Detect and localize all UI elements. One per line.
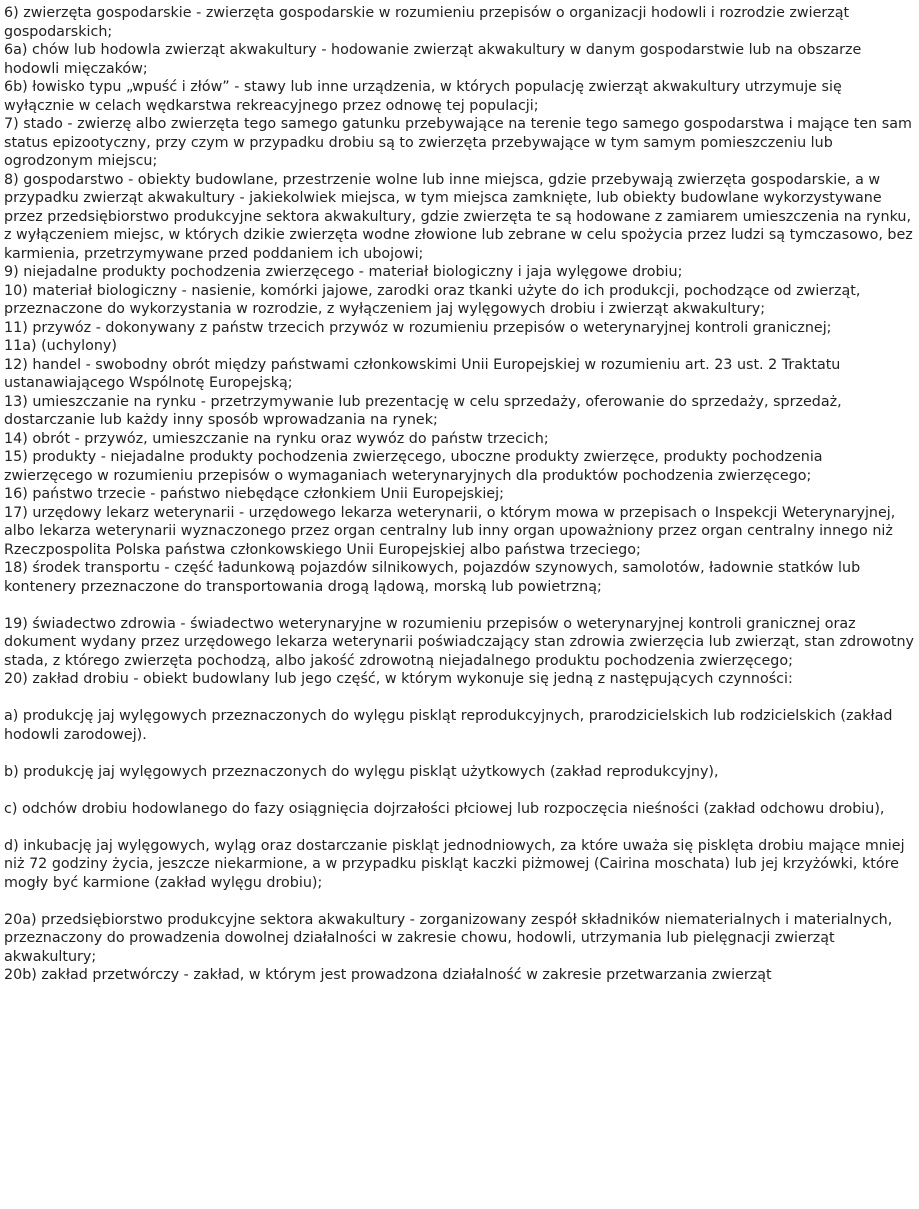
definition-item: 17) urzędowy lekarz weterynarii - urzędowego lekarza weterynarii, o którym mowa w przepisach o Inspekcji Weterynaryjnej, albo lekarza weterynarii wyznaczonego przez organ centralny lub inny organ upoważniony przez organ centralny innego niż Rzeczpospolita Polska państwa członkowskiego Unii Europejskiej albo państwa trzeciego; (4, 504, 896, 558)
definition-item: 10) materiał biologiczny - nasienie, komórki jajowe, zarodki oraz tkanki użyte do ich produkcji, pochodzące od zwierząt, przeznaczone do wykorzystania w rozrodzie, z wyłączeniem jaj wylęgowych drobiu i zwierząt akwakultury; (4, 282, 861, 317)
definition-item: 12) handel - swobodny obrót między państwami członkowskimi Unii Europejskiej w rozumieniu art. 23 ust. 2 Traktatu ustanawiającego Wspólnotę Europejską; (4, 356, 841, 391)
definition-item: 14) obrót - przywóz, umieszczanie na rynku oraz wywóz do państw trzecich; (4, 430, 549, 447)
definition-item: 7) stado - zwierzę albo zwierzęta tego samego gatunku przebywające na terenie tego samego gospodarstwa i mające ten sam status epizootyczny, przy czym w przypadku drobiu są to zwierzęta przebywające w tym samym pomieszczeniu lub ogrodzonym miejscu; (4, 116, 912, 169)
definition-item: 9) niejadalne produkty pochodzenia zwierzęcego - materiał biologiczny i jaja wylęgowe drobiu; (4, 264, 683, 280)
definition-item: 16) państwo trzecie - państwo niebędące członkiem Unii Europejskiej; (4, 486, 504, 502)
definition-item: 20) zakład drobiu - obiekt budowlany lub jego część, w którym wykonuje się jedną z następujących czynności: (4, 671, 793, 687)
sub-item: b) produkcję jaj wylęgowych przeznaczonych do wylęgu piskląt użytkowych (zakład reprodukcyjny), (4, 763, 719, 780)
blank-line (4, 818, 915, 837)
blank-line (4, 744, 915, 763)
definition-item: 18) środek transportu - część ładunkową pojazdów silnikowych, pojazdów szynowych, samolotów, ładownie statków lub kontenery przeznaczone do transportowania drogą lądową, morską lub powietrzną; (4, 560, 861, 595)
definition-item: 8) gospodarstwo - obiekty budowlane, przestrzenie wolne lub inne miejsca, gdzie przebywają zwierzęta gospodarskie, a w przypadku zwierząt akwakultury - jakiekolwiek miejsca, w tym miejsca zamknięte, lub obiekty budowlane wykorzystywane przez przedsiębiorstwo produkcyjne sektora akwakultury, gdzie zwierzęta te są hodowane z zamiarem umieszczenia na rynku, z wyłączeniem miejsc, w których dzikie zwierzęta wodne złowione lub zebrane w celu spożycia przez ludzi są tymczasowo, bez karmienia, przetrzymywane przed poddaniem ich ubojowi; (4, 171, 913, 262)
sub-item: a) produkcję jaj wylęgowych przeznaczonych do wylęgu piskląt reprodukcyjnych, prarodzicielskich lub rodzicielskich (zakład hodowli zarodowej). (4, 708, 893, 743)
definition-item: 6b) łowisko typu „wpuść i złów” - stawy lub inne urządzenia, w których populację zwierząt akwakultury utrzymuje się wyłącznie w celach wędkarstwa rekreacyjnego przez odnowę tej populacji; (4, 79, 842, 114)
blank-line (4, 781, 915, 800)
definition-item: 11) przywóz - dokonywany z państw trzecich przywóz w rozumieniu przepisów o weterynaryjnej kontroli granicznej; (4, 319, 832, 336)
definition-item: 15) produkty - niejadalne produkty pochodzenia zwierzęcego, uboczne produkty zwierzęce, produkty pochodzenia zwierzęcego w rozumieniu przepisów o wymaganiach weterynaryjnych dla produktów pochodzenia zwierzęcego; (4, 449, 823, 484)
sub-item: d) inkubację jaj wylęgowych, wyląg oraz dostarczanie piskląt jednodniowych, za które uważa się pisklęta drobiu mające mniej niż 72 godziny życia, jeszcze niekarmione, a w przypadku piskląt kaczki piżmowej (Cairina moschata) lub jej krzyżówki, które mogły być karmione (zakład wylęgu drobiu); (4, 837, 905, 891)
blank-line (4, 892, 915, 911)
sub-item: c) odchów drobiu hodowlanego do fazy osiągnięcia dojrzałości płciowej lub rozpoczęcia nieśności (zakład odchowu drobiu), (4, 800, 885, 817)
definition-item: 20b) zakład przetwórczy - zakład, w którym jest prowadzona działalność w zakresie przetwarzania zwierząt (4, 967, 772, 983)
definition-item: 6a) chów lub hodowla zwierząt akwakultury - hodowanie zwierząt akwakultury w danym gospodarstwie lub na obszarze hodowli mięczaków; (4, 42, 862, 77)
definition-item: 6) zwierzęta gospodarskie - zwierzęta gospodarskie w rozumieniu przepisów o organizacji hodowli i rozrodzie zwierząt gospodarskich; (4, 5, 850, 40)
blank-line (4, 689, 915, 708)
definition-item: 20a) przedsiębiorstwo produkcyjne sektora akwakultury - zorganizowany zespół składników niematerialnych i materialnych, przeznaczony do prowadzenia dowolnej działalności w zakresie chowu, hodowli, utrzymania lub pielęgnacji zwierząt akwakultury; (4, 911, 893, 965)
definition-item: 11a) (uchylony) (4, 338, 117, 354)
definition-item: 13) umieszczanie na rynku - przetrzymywanie lub prezentację w celu sprzedaży, oferowanie do sprzedaży, sprzedaż, dostarczanie lub każdy inny sposób wprowadzania na rynek; (4, 393, 842, 428)
definition-item: 19) świadectwo zdrowia - świadectwo weterynaryjne w rozumieniu przepisów o weterynaryjnej kontroli granicznej oraz dokument wydany przez urzędowego lekarza weterynarii poświadczający stan zdrowia zwierzęcia lub zwierząt, stan zdrowotny stada, z którego zwierzęta pochodzą, albo jakość zdrowotną niejadalnego produktu pochodzenia zwierzęcego; (4, 615, 914, 669)
blank-line (4, 596, 915, 615)
